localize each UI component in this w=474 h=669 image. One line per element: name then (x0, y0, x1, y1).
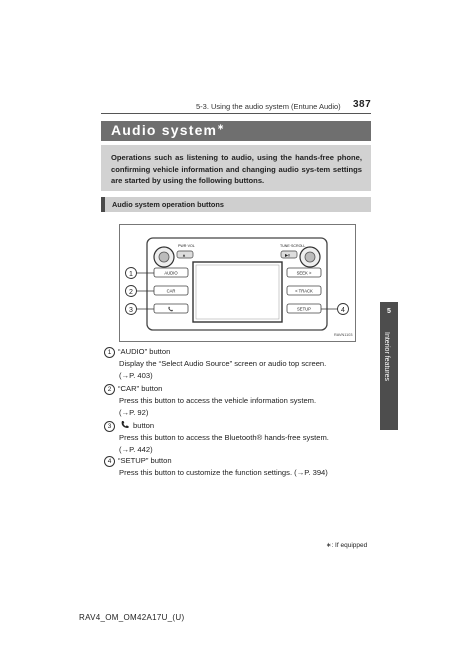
equipped-marker: ∗ (217, 122, 226, 132)
page-title-text: Audio system (111, 122, 218, 138)
header-rule (101, 113, 371, 114)
footer-doc-id: RAV4_OM_OM42A17U_(U) (79, 613, 185, 622)
left-button-group (154, 268, 188, 313)
subheading-bar (101, 197, 371, 212)
item-number: 3 (104, 421, 115, 432)
callout-3-number: 3 (129, 306, 133, 314)
item-title: button (133, 421, 155, 430)
tune-knob-center (305, 252, 315, 262)
item-car-button (104, 383, 316, 419)
item-title: “CAR” button (118, 384, 163, 393)
play-pause-icon: ▶II (285, 252, 291, 258)
volume-knob-label: PWR·VOL (178, 244, 195, 248)
item-page-ref: (→P. 403) (119, 371, 153, 380)
figure-frame (119, 224, 356, 342)
figure-id: RAVN1103 (334, 333, 353, 337)
chapter-number: 5 (387, 308, 391, 315)
volume-knob-center (159, 252, 169, 262)
audio-unit-illustration (120, 225, 355, 341)
phone-icon (120, 420, 130, 429)
page-number: 387 (353, 99, 372, 110)
item-setup-button (104, 455, 328, 479)
subheading: Audio system operation buttons (112, 200, 224, 209)
chapter-label: Interior features (383, 332, 390, 382)
item-audio-button (104, 346, 326, 382)
section-title-bar (101, 121, 371, 141)
item-description: Press this button to access the Bluetooth® hands-free system. (119, 433, 329, 442)
item-phone-button (104, 420, 329, 456)
touch-screen (193, 262, 282, 322)
running-header: 5-3. Using the audio system (Entune Audio) (196, 102, 341, 111)
item-description: Press this button to access the vehicle information system. (119, 396, 317, 405)
page-title (111, 122, 225, 138)
tune-knob-label: TUNE·SCROLL (280, 244, 306, 248)
callout-2-number: 2 (129, 288, 133, 296)
seek-button-label: SEEK > (296, 270, 312, 276)
item-number: 4 (104, 456, 115, 467)
right-button-group (287, 268, 321, 313)
callout-4-number: 4 (341, 306, 345, 314)
item-title: “AUDIO” button (118, 347, 171, 356)
item-description: Press this button to customize the function settings. (→P. 394) (119, 468, 328, 477)
footnote: ∗: If equipped (326, 542, 368, 549)
audio-button-label: AUDIO (164, 270, 178, 276)
item-number: 2 (104, 384, 115, 395)
callout-1-number: 1 (129, 270, 133, 278)
phone-icon: 📞 (168, 306, 174, 312)
intro-box (101, 145, 371, 191)
intro-text: Operations such as listening to audio, using the hands-free phone, confirming vehicle information and changing audio sys-tem settings are started by using the following buttons. (111, 153, 362, 185)
item-number: 1 (104, 347, 115, 358)
chapter-tab (380, 302, 398, 430)
subheading-accent (101, 197, 105, 212)
track-button-label: < TRACK (295, 288, 313, 294)
setup-button-label: SETUP (297, 306, 311, 312)
item-description: Display the “Select Audio Source” screen or audio top screen. (119, 359, 327, 368)
item-title: “SETUP” button (118, 456, 172, 465)
car-button-label: CAR (166, 288, 176, 294)
item-page-ref: (→P. 92) (119, 408, 149, 417)
eject-icon: ▲ (182, 252, 186, 258)
item-page-ref: (→P. 442) (119, 445, 153, 454)
